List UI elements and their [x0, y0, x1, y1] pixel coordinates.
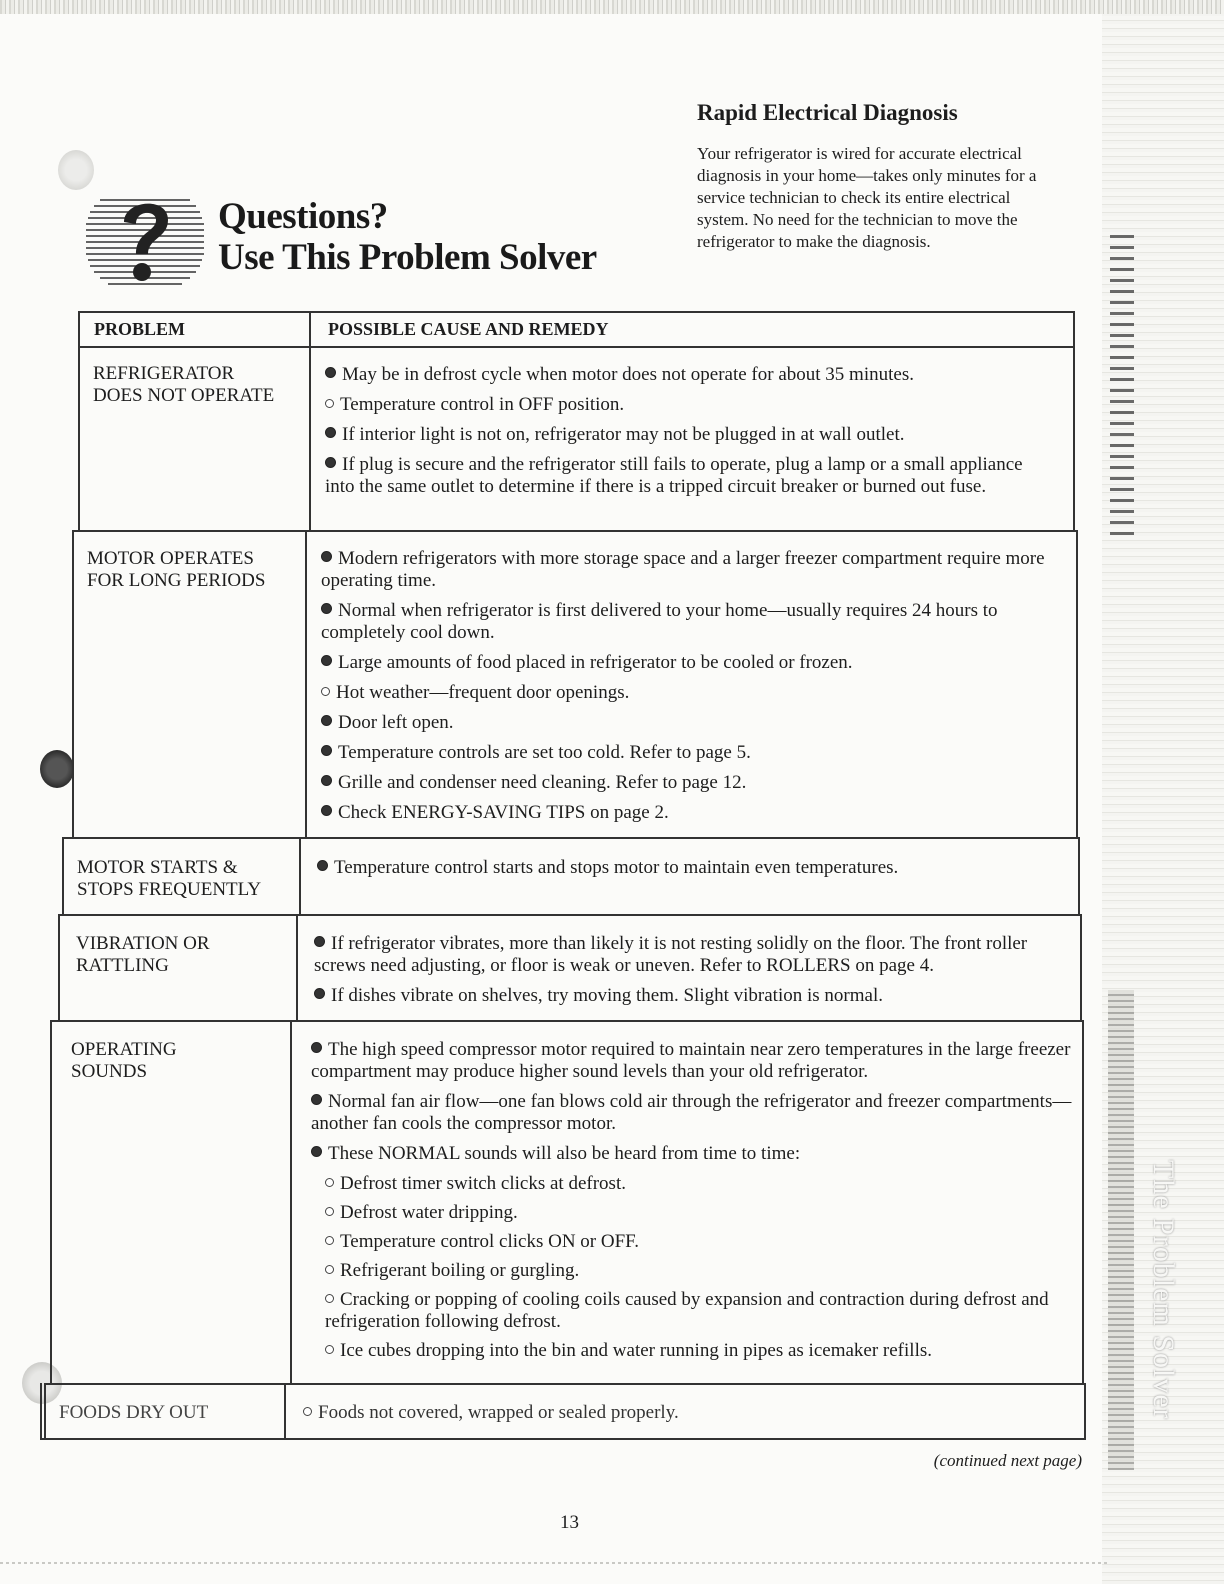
list-item: If dishes vibrate on shelves, try moving them. Slight vibration is normal. [314, 985, 1066, 1007]
title-line-1: Questions? [218, 196, 388, 237]
list-item: Temperature controls are set too cold. Refer to page 5. [321, 742, 1056, 764]
column-header-remedy: POSSIBLE CAUSE AND REMEDY [328, 319, 609, 339]
list-item: Normal fan air flow—one fan blows cold air through the refrigerator and freezer compartments—another fan cools the compressor motor. [311, 1091, 1072, 1134]
list-item: Ice cubes dropping into the bin and water running in pipes as icemaker refills. [325, 1340, 1073, 1362]
problem-cell: FOODS DRY OUT [59, 1402, 209, 1423]
list-item: Hot weather—frequent door openings. [321, 682, 1056, 704]
binder-hole [58, 150, 94, 190]
list-item: Defrost water dripping. [325, 1202, 1073, 1224]
remedy-cell [303, 1402, 1073, 1432]
remedy-cell [311, 1039, 1073, 1369]
side-tab-label: The Problem Solver [1147, 1160, 1180, 1420]
remedy-cell [317, 857, 1062, 887]
list-item: Modern refrigerators with more storage space and a larger freezer compartment require more operating time. [321, 548, 1045, 591]
list-item: Door left open. [321, 712, 1056, 734]
list-item: Large amounts of food placed in refrigerator to be cooled or frozen. [321, 652, 1056, 674]
page-number: 13 [560, 1512, 579, 1533]
list-item: Refrigerant boiling or gurgling. [325, 1260, 1073, 1282]
title-line-2: Use This Problem Solver [218, 237, 597, 278]
list-item: Temperature control starts and stops motor to maintain even temperatures. [317, 857, 1062, 879]
list-item: Normal when refrigerator is first delivered to your home—usually requires 24 hours to completely cool down. [321, 600, 998, 643]
strip-marks [1110, 235, 1134, 535]
problem-cell: VIBRATION OR RATTLING [76, 933, 210, 976]
strip-marks-lower [1108, 990, 1134, 1470]
list-item: The high speed compressor motor required to maintain near zero temperatures in the large freezer compartment may produce higher sound levels than your old refrigerator. [311, 1039, 1071, 1082]
list-item: Temperature control clicks ON or OFF. [325, 1231, 1073, 1253]
list-item: If plug is secure and the refrigerator still fails to operate, plug a lamp or a small appliance into the same outlet to determine if there is a tripped circuit breaker or burned out fuse. [325, 454, 1023, 497]
list-item: Foods not covered, wrapped or sealed properly. [303, 1402, 1073, 1424]
binder-hole [40, 750, 74, 788]
list-item: Grille and condenser need cleaning. Refer to page 12. [321, 772, 1056, 794]
rapid-diagnosis-title: Rapid Electrical Diagnosis [697, 100, 958, 125]
list-item: Cracking or popping of cooling coils caused by expansion and contraction during defrost and refrigeration following defrost. [325, 1289, 1049, 1332]
remedy-cell [325, 364, 1055, 506]
remedy-cell [314, 933, 1066, 1015]
page-title [218, 196, 597, 278]
remedy-cell [321, 548, 1056, 832]
problem-cell: MOTOR OPERATES FOR LONG PERIODS [87, 548, 266, 591]
list-item: Defrost timer switch clicks at defrost. [325, 1173, 1073, 1195]
list-item: If interior light is not on, refrigerator may not be plugged in at wall outlet. [325, 424, 1055, 446]
column-header-problem: PROBLEM [94, 319, 186, 339]
problem-cell: MOTOR STARTS & STOPS FREQUENTLY [77, 857, 262, 900]
list-item: If refrigerator vibrates, more than likely it is not resting solidly on the floor. The front roller screws need adjusting, or floor is weak or uneven. Refer to ROLLERS on page 4. [314, 933, 1028, 976]
list-item: May be in defrost cycle when motor does not operate for about 35 minutes. [325, 364, 1055, 386]
scan-top-edge [0, 0, 1224, 14]
question-mark-icon [86, 188, 204, 294]
list-item: Temperature control in OFF position. [325, 394, 1055, 416]
problem-cell: REFRIGERATOR DOES NOT OPERATE [93, 363, 275, 406]
list-item: Check ENERGY-SAVING TIPS on page 2. [321, 802, 1056, 824]
list-item: These NORMAL sounds will also be heard from time to time: [311, 1143, 1073, 1165]
continued-note: (continued next page) [933, 1451, 1082, 1470]
rapid-diagnosis-text: Your refrigerator is wired for accurate electrical diagnosis in your home—takes only minutes for a service technician to check its entire electrical system. No need for the technician to move the refrigerator to make the diagnosis. [697, 144, 1037, 251]
scan-bottom-edge [0, 1562, 1110, 1564]
problem-cell: OPERATING SOUNDS [71, 1039, 177, 1082]
